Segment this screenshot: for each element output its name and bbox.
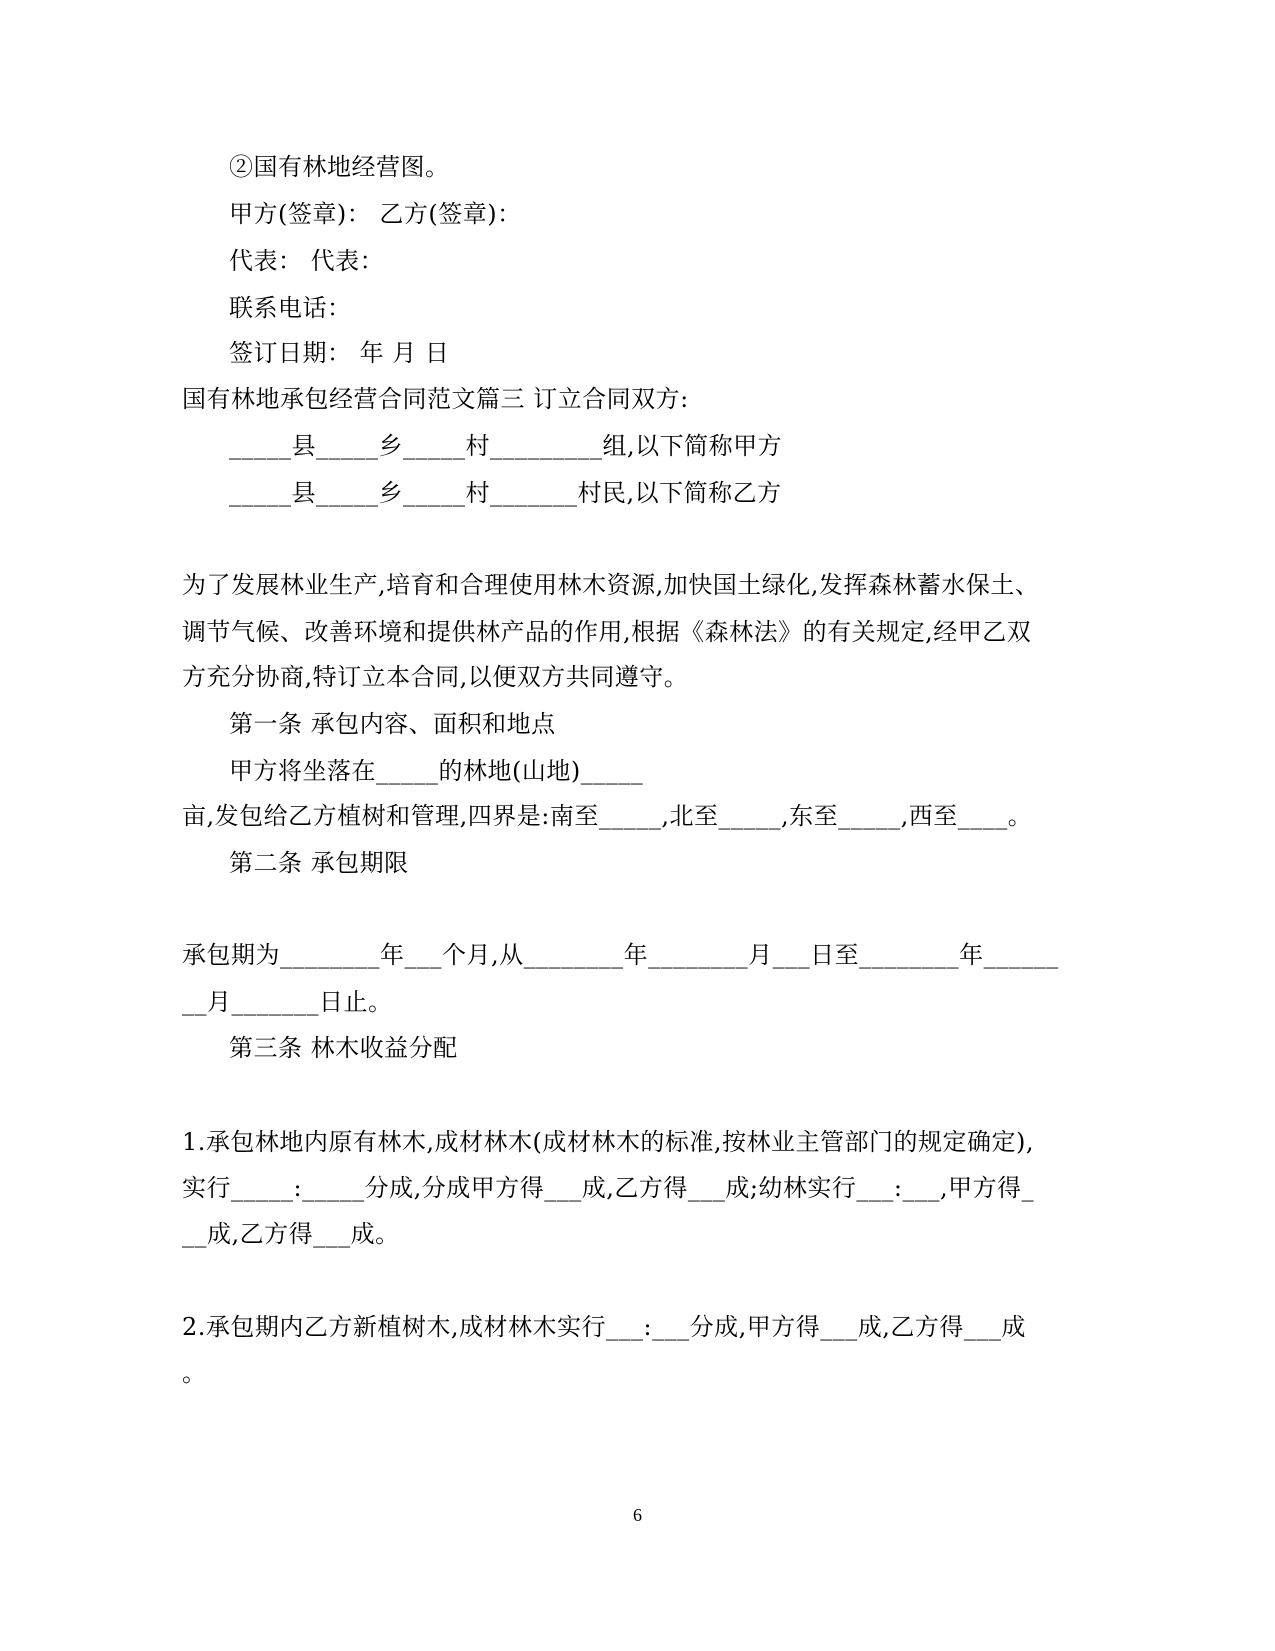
party-b-line: _____县_____乡_____村_______村民,以下简称乙方 [229, 479, 782, 507]
article-3-heading: 第三条 林木收益分配 [229, 1034, 458, 1062]
party-a-line: _____县_____乡_____村_________组,以下简称甲方 [229, 432, 783, 460]
section-heading: 国有林地承包经营合同范文篇三 订立合同双方: [182, 385, 689, 413]
signature-line-parties: 甲方(签章)： 乙方(签章)： [229, 200, 522, 228]
article-1-text-2: 亩,发包给乙方植树和管理,四界是:南至_____,北至_____,东至_____,西至____。 [182, 802, 1033, 830]
article-2-heading: 第二条 承包期限 [229, 849, 409, 877]
article-2-text-2: __月_______日止。 [182, 988, 393, 1016]
preamble-line-3: 方充分协商,特订立本合同,以便双方共同遵守。 [182, 663, 689, 691]
representative-line: 代表： 代表： [229, 247, 385, 275]
article-1-heading: 第一条 承包内容、面积和地点 [229, 710, 556, 738]
article-3-item-2-line-2: 。 [182, 1359, 207, 1387]
article-1-text-1: 甲方将坐落在_____的林地(山地)_____ [229, 757, 644, 785]
page-number: 6 [633, 1505, 642, 1525]
phone-line: 联系电话： [229, 294, 352, 322]
article-3-item-1-line-3: __成,乙方得___成。 [182, 1220, 400, 1248]
article-2-text-1: 承包期为________年___个月,从________年________月___日至________年______ [182, 941, 1059, 969]
article-3-item-1-line-1: 1.承包林地内原有林木,成材林木(成材林木的标准,按林业主管部门的规定确定), [182, 1128, 1035, 1156]
preamble-line-1: 为了发展林业生产,培育和合理使用林木资源,加快国土绿化,发挥森林蓄水保土、 [182, 571, 1040, 599]
article-3-item-1-line-2: 实行_____:_____分成,分成甲方得___成,乙方得___成;幼林实行___:___,甲方得_ [182, 1174, 1035, 1202]
preamble-line-2: 调节气候、改善环境和提供林产品的作用,根据《森林法》的有关规定,经甲乙双 [182, 618, 1032, 646]
signing-date-line: 签订日期： 年 月 日 [229, 339, 450, 367]
article-3-item-2-line-1: 2.承包期内乙方新植树木,成材林木实行___:___分成,甲方得___成,乙方得___成 [182, 1313, 1026, 1341]
attachment-item-2: ②国有林地经营图。 [229, 153, 450, 181]
